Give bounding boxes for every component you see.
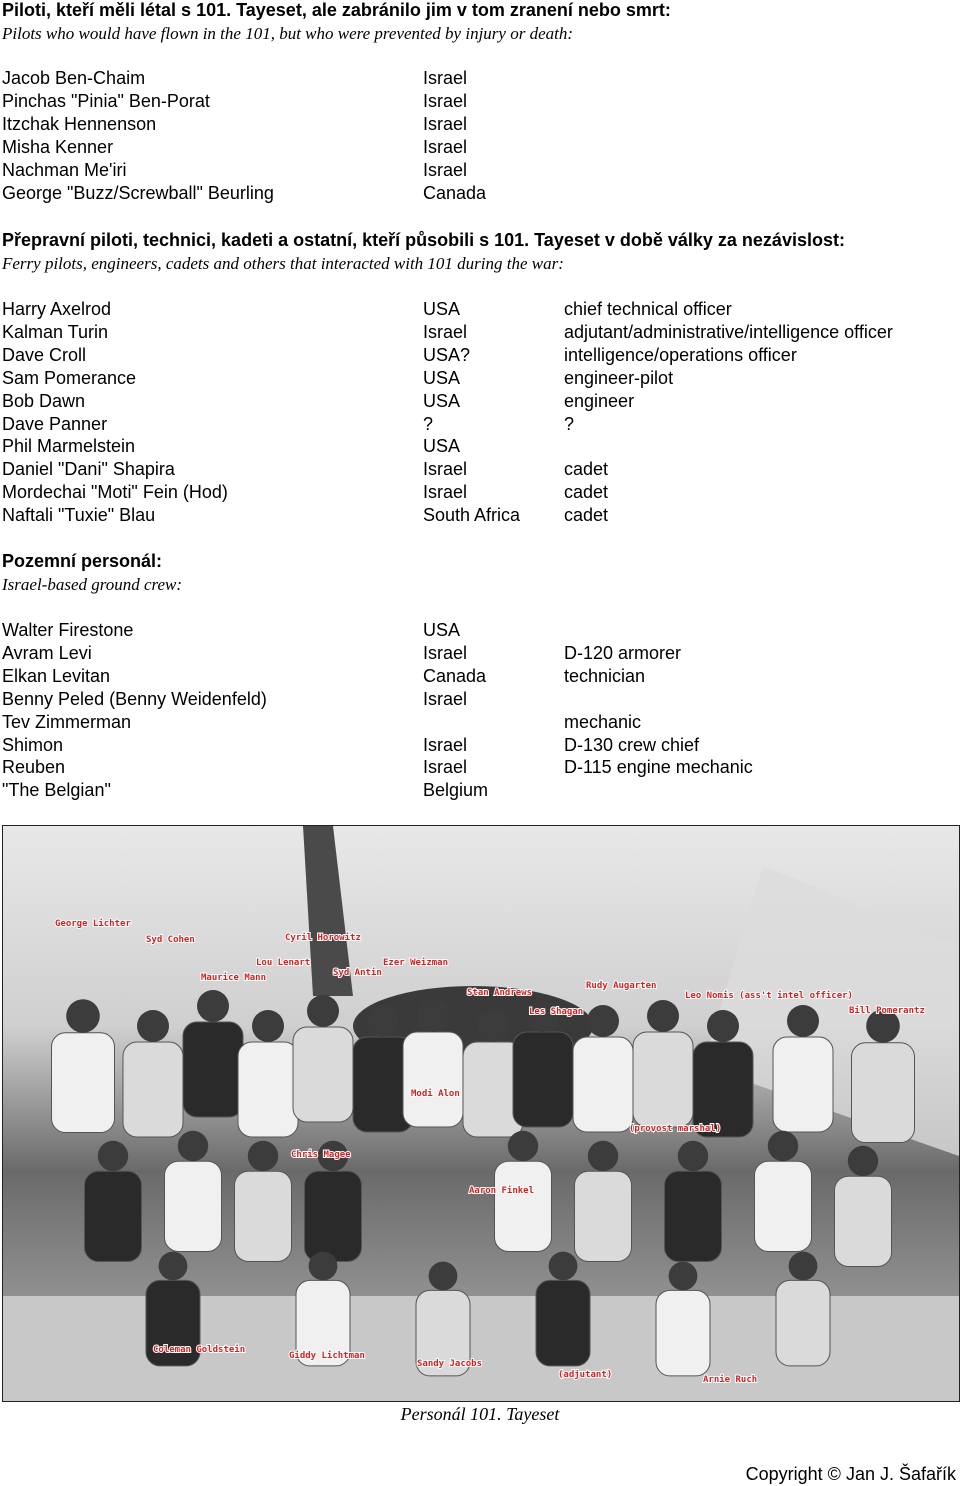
list-item xyxy=(0,642,960,665)
person-name: Jacob Ben-Chaim xyxy=(2,68,146,88)
photo-illustration xyxy=(3,826,959,1401)
country: USA xyxy=(423,299,461,319)
section1-title-cz: Piloti, kteří měli létal s 101. Tayeset, ale zabránilo jim v tom zranení nebo smrt: xyxy=(2,0,671,20)
country: Israel xyxy=(423,68,468,88)
person-name: Sam Pomerance xyxy=(2,367,137,388)
role: D-120 armorer xyxy=(564,642,682,663)
country: Israel xyxy=(423,113,468,134)
list-item xyxy=(0,182,960,205)
country: USA xyxy=(423,390,461,411)
list-item xyxy=(0,344,960,367)
person-name: Misha Kenner xyxy=(2,136,114,157)
person-name: Bob Dawn xyxy=(2,390,86,411)
person-name: Dave Panner xyxy=(2,413,108,434)
country: USA xyxy=(423,367,461,388)
person-name: "The Belgian" xyxy=(2,780,111,801)
list-item xyxy=(0,779,960,802)
photo-name-label: Coleman Goldstein xyxy=(153,1345,246,1355)
person-name: Naftali "Tuxie" Blau xyxy=(2,505,156,526)
photo-name-label: (provost marshal) xyxy=(629,1124,722,1134)
photo-name-label: Rudy Augarten xyxy=(586,981,657,991)
copyright: Copyright © Jan J. Šafařík xyxy=(745,1464,956,1484)
list-item xyxy=(0,113,960,136)
role: cadet xyxy=(564,482,609,503)
list-item xyxy=(0,435,960,458)
group-photo xyxy=(2,825,960,1402)
person-name: Benny Peled (Benny Weidenfeld) xyxy=(2,688,267,709)
person-name: Elkan Levitan xyxy=(2,665,111,686)
country: Israel xyxy=(423,136,468,157)
person-name: Reuben xyxy=(2,757,66,778)
list-item xyxy=(0,665,960,688)
list-item xyxy=(0,390,960,413)
photo-name-label: Leo Nomis (ass't intel officer) xyxy=(685,991,853,1001)
photo-name-label: Syd Antin xyxy=(333,968,382,978)
photo-name-label: Bill Pomerantz xyxy=(849,1006,925,1016)
person-name: Kalman Turin xyxy=(2,321,109,342)
photo-name-label: Arnie Ruch xyxy=(703,1375,758,1385)
person-name: Shimon xyxy=(2,734,64,755)
list-item xyxy=(0,619,960,642)
list-item xyxy=(0,711,960,734)
list-item xyxy=(0,413,960,436)
country: Israel xyxy=(423,482,468,503)
list-item xyxy=(0,367,960,390)
role: intelligence/operations officer xyxy=(564,344,797,365)
person-name: George "Buzz/Screwball" Beurling xyxy=(2,182,274,203)
section2-title-en: Ferry pilots, engineers, cadets and others that interacted with 101 during the war: xyxy=(2,254,564,273)
role: adjutant/administrative/intelligence officer xyxy=(564,321,893,342)
role: ? xyxy=(564,413,575,434)
photo-name-label: Chris Magee xyxy=(291,1150,351,1160)
person-name: Daniel "Dani" Shapira xyxy=(2,459,175,480)
photo-name-label: Maurice Mann xyxy=(201,973,267,983)
list-item xyxy=(0,458,960,481)
role: chief technical officer xyxy=(564,299,732,319)
photo-name-label: (adjutant) xyxy=(558,1370,613,1380)
country: Israel xyxy=(423,734,468,755)
role: D-130 crew chief xyxy=(564,734,700,755)
role: cadet xyxy=(564,505,609,526)
list-item xyxy=(0,67,960,90)
country: ? xyxy=(423,413,434,434)
list-item xyxy=(0,90,960,113)
country: Israel xyxy=(423,459,468,480)
list-item xyxy=(0,136,960,159)
role: cadet xyxy=(564,459,609,480)
section3-title-en: Israel-based ground crew: xyxy=(2,575,183,594)
country: USA? xyxy=(423,344,471,365)
person-name: Phil Marmelstein xyxy=(2,436,136,457)
person-name: Itzchak Hennenson xyxy=(2,113,157,134)
country: Belgium xyxy=(423,780,489,801)
photo-name-label: Ezer Weizman xyxy=(383,958,449,968)
section3-title-cz: Pozemní personál: xyxy=(2,551,163,571)
photo-name-label: Sandy Jacobs xyxy=(417,1359,483,1369)
section2-title-cz: Přepravní piloti, technici, kadeti a ostatní, kteří působili s 101. Tayeset v době války za nezávislost: xyxy=(2,230,845,250)
list-item xyxy=(0,298,960,321)
person-name: Mordechai "Moti" Fein (Hod) xyxy=(2,482,228,503)
person-name: Avram Levi xyxy=(2,642,92,663)
role: engineer-pilot xyxy=(564,367,674,388)
photo-caption: Personál 101. Tayeset xyxy=(400,1404,560,1424)
photo-name-label: Giddy Lichtman xyxy=(289,1351,365,1361)
photo-name-label: George Lichter xyxy=(55,919,131,929)
country: South Africa xyxy=(423,505,521,526)
country: Israel xyxy=(423,159,468,180)
person-name: Tev Zimmerman xyxy=(2,711,132,732)
section1-title-en: Pilots who would have flown in the 101, but who were prevented by injury or death: xyxy=(2,24,574,43)
role: D-115 engine mechanic xyxy=(564,757,753,778)
country: Canada xyxy=(423,665,487,686)
person-name: Dave Croll xyxy=(2,344,87,365)
list-item xyxy=(0,481,960,504)
person-name: Harry Axelrod xyxy=(2,299,112,319)
photo-name-label: Aaron Finkel xyxy=(469,1186,535,1196)
list-item xyxy=(0,734,960,757)
list-item xyxy=(0,688,960,711)
photo-name-label: Modi Alon xyxy=(411,1089,460,1099)
country: Israel xyxy=(423,321,468,342)
role: technician xyxy=(564,665,646,686)
photo-name-label: Les Shagan xyxy=(529,1007,584,1017)
country: Canada xyxy=(423,182,487,203)
photo-name-label: Lou Lenart xyxy=(256,958,311,968)
role: engineer xyxy=(564,390,635,411)
country: USA xyxy=(423,436,461,457)
photo-name-label: Stan Andrews xyxy=(467,988,533,998)
list-item xyxy=(0,504,960,527)
person-name: Nachman Me'iri xyxy=(2,159,127,180)
country: Israel xyxy=(423,90,468,111)
photo-name-label: Cyril Horowitz xyxy=(285,933,361,943)
person-name: Pinchas "Pinia" Ben-Porat xyxy=(2,90,210,111)
country: Israel xyxy=(423,757,468,778)
country: USA xyxy=(423,620,461,640)
role: mechanic xyxy=(564,711,642,732)
list-item xyxy=(0,756,960,779)
country: Israel xyxy=(423,688,468,709)
list-item xyxy=(0,321,960,344)
list-item xyxy=(0,159,960,182)
person-name: Walter Firestone xyxy=(2,620,134,640)
country: Israel xyxy=(423,642,468,663)
photo-name-label: Syd Cohen xyxy=(146,935,195,945)
